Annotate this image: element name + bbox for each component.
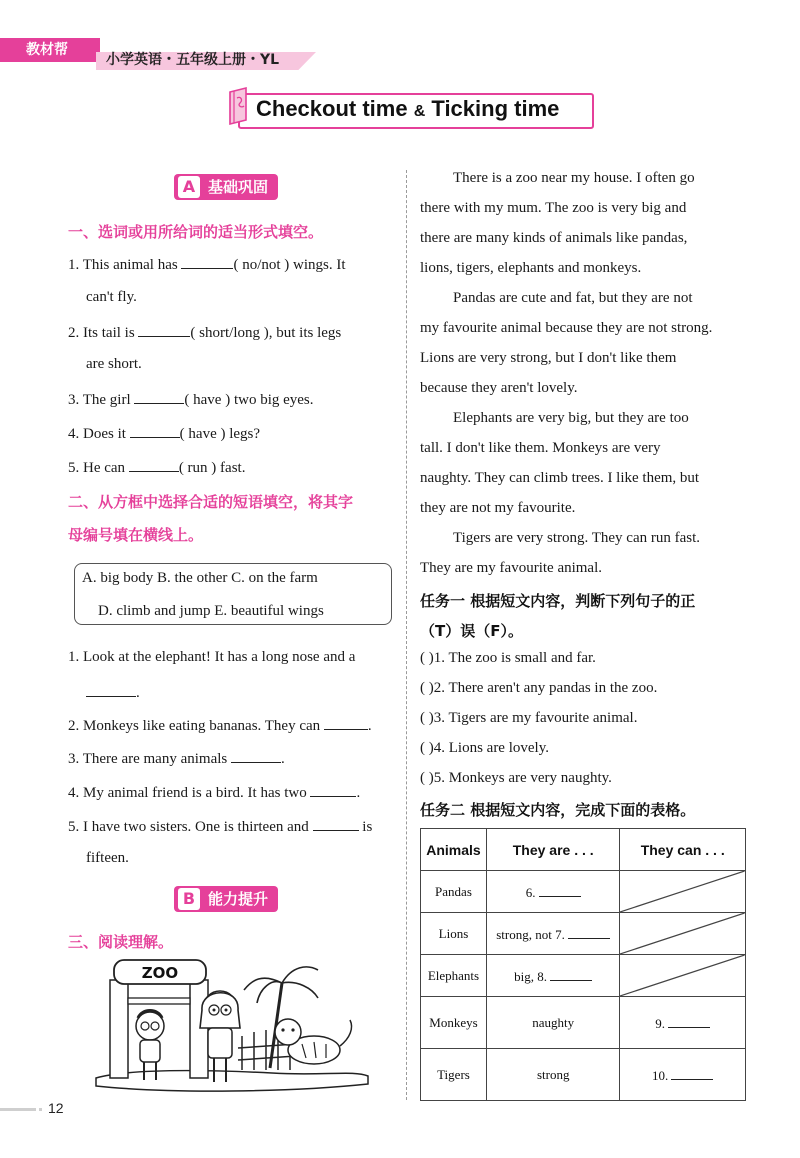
row-are: strong	[486, 1049, 620, 1101]
column-divider	[406, 170, 407, 1100]
task1-item-5: ( )5. Monkeys are very naughty.	[420, 770, 612, 786]
row-are: 6.	[486, 871, 620, 913]
q1-item-2-cont: are short.	[86, 356, 142, 372]
zoo-sign-text: ZOO	[141, 964, 179, 982]
task1-item-1: ( )1. The zoo is small and far.	[420, 650, 596, 666]
page-title: Checkout time & Ticking time	[256, 96, 560, 121]
section-b-heading: B 能力提升	[174, 886, 278, 912]
task1-item-4: ( )4. Lions are lovely.	[420, 740, 549, 756]
q2-item-1-cont: .	[86, 683, 140, 702]
passage-line-10: tall. I don't like them. Monkeys are very	[420, 440, 661, 456]
row-can: 9.	[620, 997, 746, 1049]
options-line-2: D. climb and jump E. beautiful wings	[98, 603, 324, 619]
q2-heading-cont: 母编号填在横线上。	[68, 526, 204, 544]
q1-item-5: 5. He can ( run ) fast.	[68, 460, 246, 476]
task1-item-2: ( )2. There aren't any pandas in the zoo.	[420, 680, 658, 696]
zoo-illustration	[92, 958, 372, 1098]
table-row	[421, 997, 746, 1049]
passage-line-14: They are my favourite animal.	[420, 560, 603, 576]
task1-heading: 任务一 根据短文内容，判断下列句子的正	[420, 592, 696, 610]
passage-line-4: lions, tigers, elephants and monkeys.	[420, 260, 642, 276]
passage-line-2: there with my mum. The zoo is very big and	[420, 200, 687, 216]
table-header-row	[421, 829, 746, 871]
row-animal: Lions	[421, 913, 487, 955]
q2-item-2: 2. Monkeys like eating bananas. They can .	[68, 718, 372, 734]
row-animal: Elephants	[421, 955, 487, 997]
page-number: 12	[48, 1100, 64, 1116]
animals-table	[420, 828, 746, 1101]
passage-line-6: my favourite animal because they are not strong.	[420, 320, 713, 336]
passage-line-8: because they aren't lovely.	[420, 380, 578, 396]
task1-item-3: ( )3. Tigers are my favourite animal.	[420, 710, 638, 726]
q1-item-3: 3. The girl ( have ) two big eyes.	[68, 392, 314, 408]
page-dot	[39, 1108, 42, 1111]
passage-line-12: they are not my favourite.	[420, 500, 576, 516]
book-icon	[224, 86, 254, 128]
task2-heading: 任务二 根据短文内容，完成下面的表格。	[420, 801, 696, 819]
row-are: big, 8.	[486, 955, 620, 997]
q1-heading: 一、选词或用所给词的适当形式填空。	[68, 223, 324, 241]
header-they-are: They are . . .	[486, 829, 620, 871]
passage-line-1: There is a zoo near my house. I often go	[453, 170, 695, 186]
q2-item-3: 3. There are many animals .	[68, 751, 285, 767]
q1-item-4: 4. Does it ( have ) legs?	[68, 426, 261, 442]
q1-item-1-cont: can't fly.	[86, 289, 137, 305]
table-row	[421, 955, 746, 997]
row-can-crossed	[620, 871, 746, 913]
passage-line-11: naughty. They can climb trees. I like them, but	[420, 470, 700, 486]
row-can-crossed	[620, 913, 746, 955]
row-animal: Pandas	[421, 871, 487, 913]
table-row	[421, 1049, 746, 1101]
brand-tag: 教材帮	[0, 38, 100, 62]
header-animals: Animals	[421, 829, 487, 871]
passage-line-7: Lions are very strong, but I don't like them	[420, 350, 677, 366]
passage-line-3: there are many kinds of animals like pandas,	[420, 230, 688, 246]
q2-item-5-cont: fifteen.	[86, 850, 129, 866]
table-row	[421, 913, 746, 955]
q1-item-1: 1. This animal has ( no/not ) wings. It	[68, 257, 346, 273]
page-bar	[0, 1108, 36, 1111]
q1-item-2: 2. Its tail is ( short/long ), but its legs	[68, 325, 342, 341]
header-they-can: They can . . .	[620, 829, 746, 871]
passage-line-13: Tigers are very strong. They can run fast.	[453, 530, 701, 546]
section-a-heading: A 基础巩固	[174, 174, 278, 200]
options-line-1: A. big body B. the other C. on the farm	[82, 570, 318, 586]
q3-heading: 三、阅读理解。	[68, 933, 174, 951]
row-animal: Tigers	[421, 1049, 487, 1101]
passage-line-9: Elephants are very big, but they are too	[453, 410, 689, 426]
q2-item-5: 5. I have two sisters. One is thirteen and is	[68, 819, 373, 835]
row-can-crossed	[620, 955, 746, 997]
row-are: strong, not 7.	[486, 913, 620, 955]
row-animal: Monkeys	[421, 997, 487, 1049]
q2-item-1: 1. Look at the elephant! It has a long nose and a	[68, 649, 356, 665]
task1-heading-cont: （T）误（F）。	[420, 622, 523, 640]
row-can: 10.	[620, 1049, 746, 1101]
table-row	[421, 871, 746, 913]
book-title: 小学英语・五年级上册・YL	[106, 52, 280, 68]
q2-item-4: 4. My animal friend is a bird. It has two .	[68, 785, 361, 801]
q2-heading: 二、从方框中选择合适的短语填空，将其字	[68, 493, 354, 511]
row-are: naughty	[486, 997, 620, 1049]
passage-line-5: Pandas are cute and fat, but they are not	[453, 290, 693, 306]
